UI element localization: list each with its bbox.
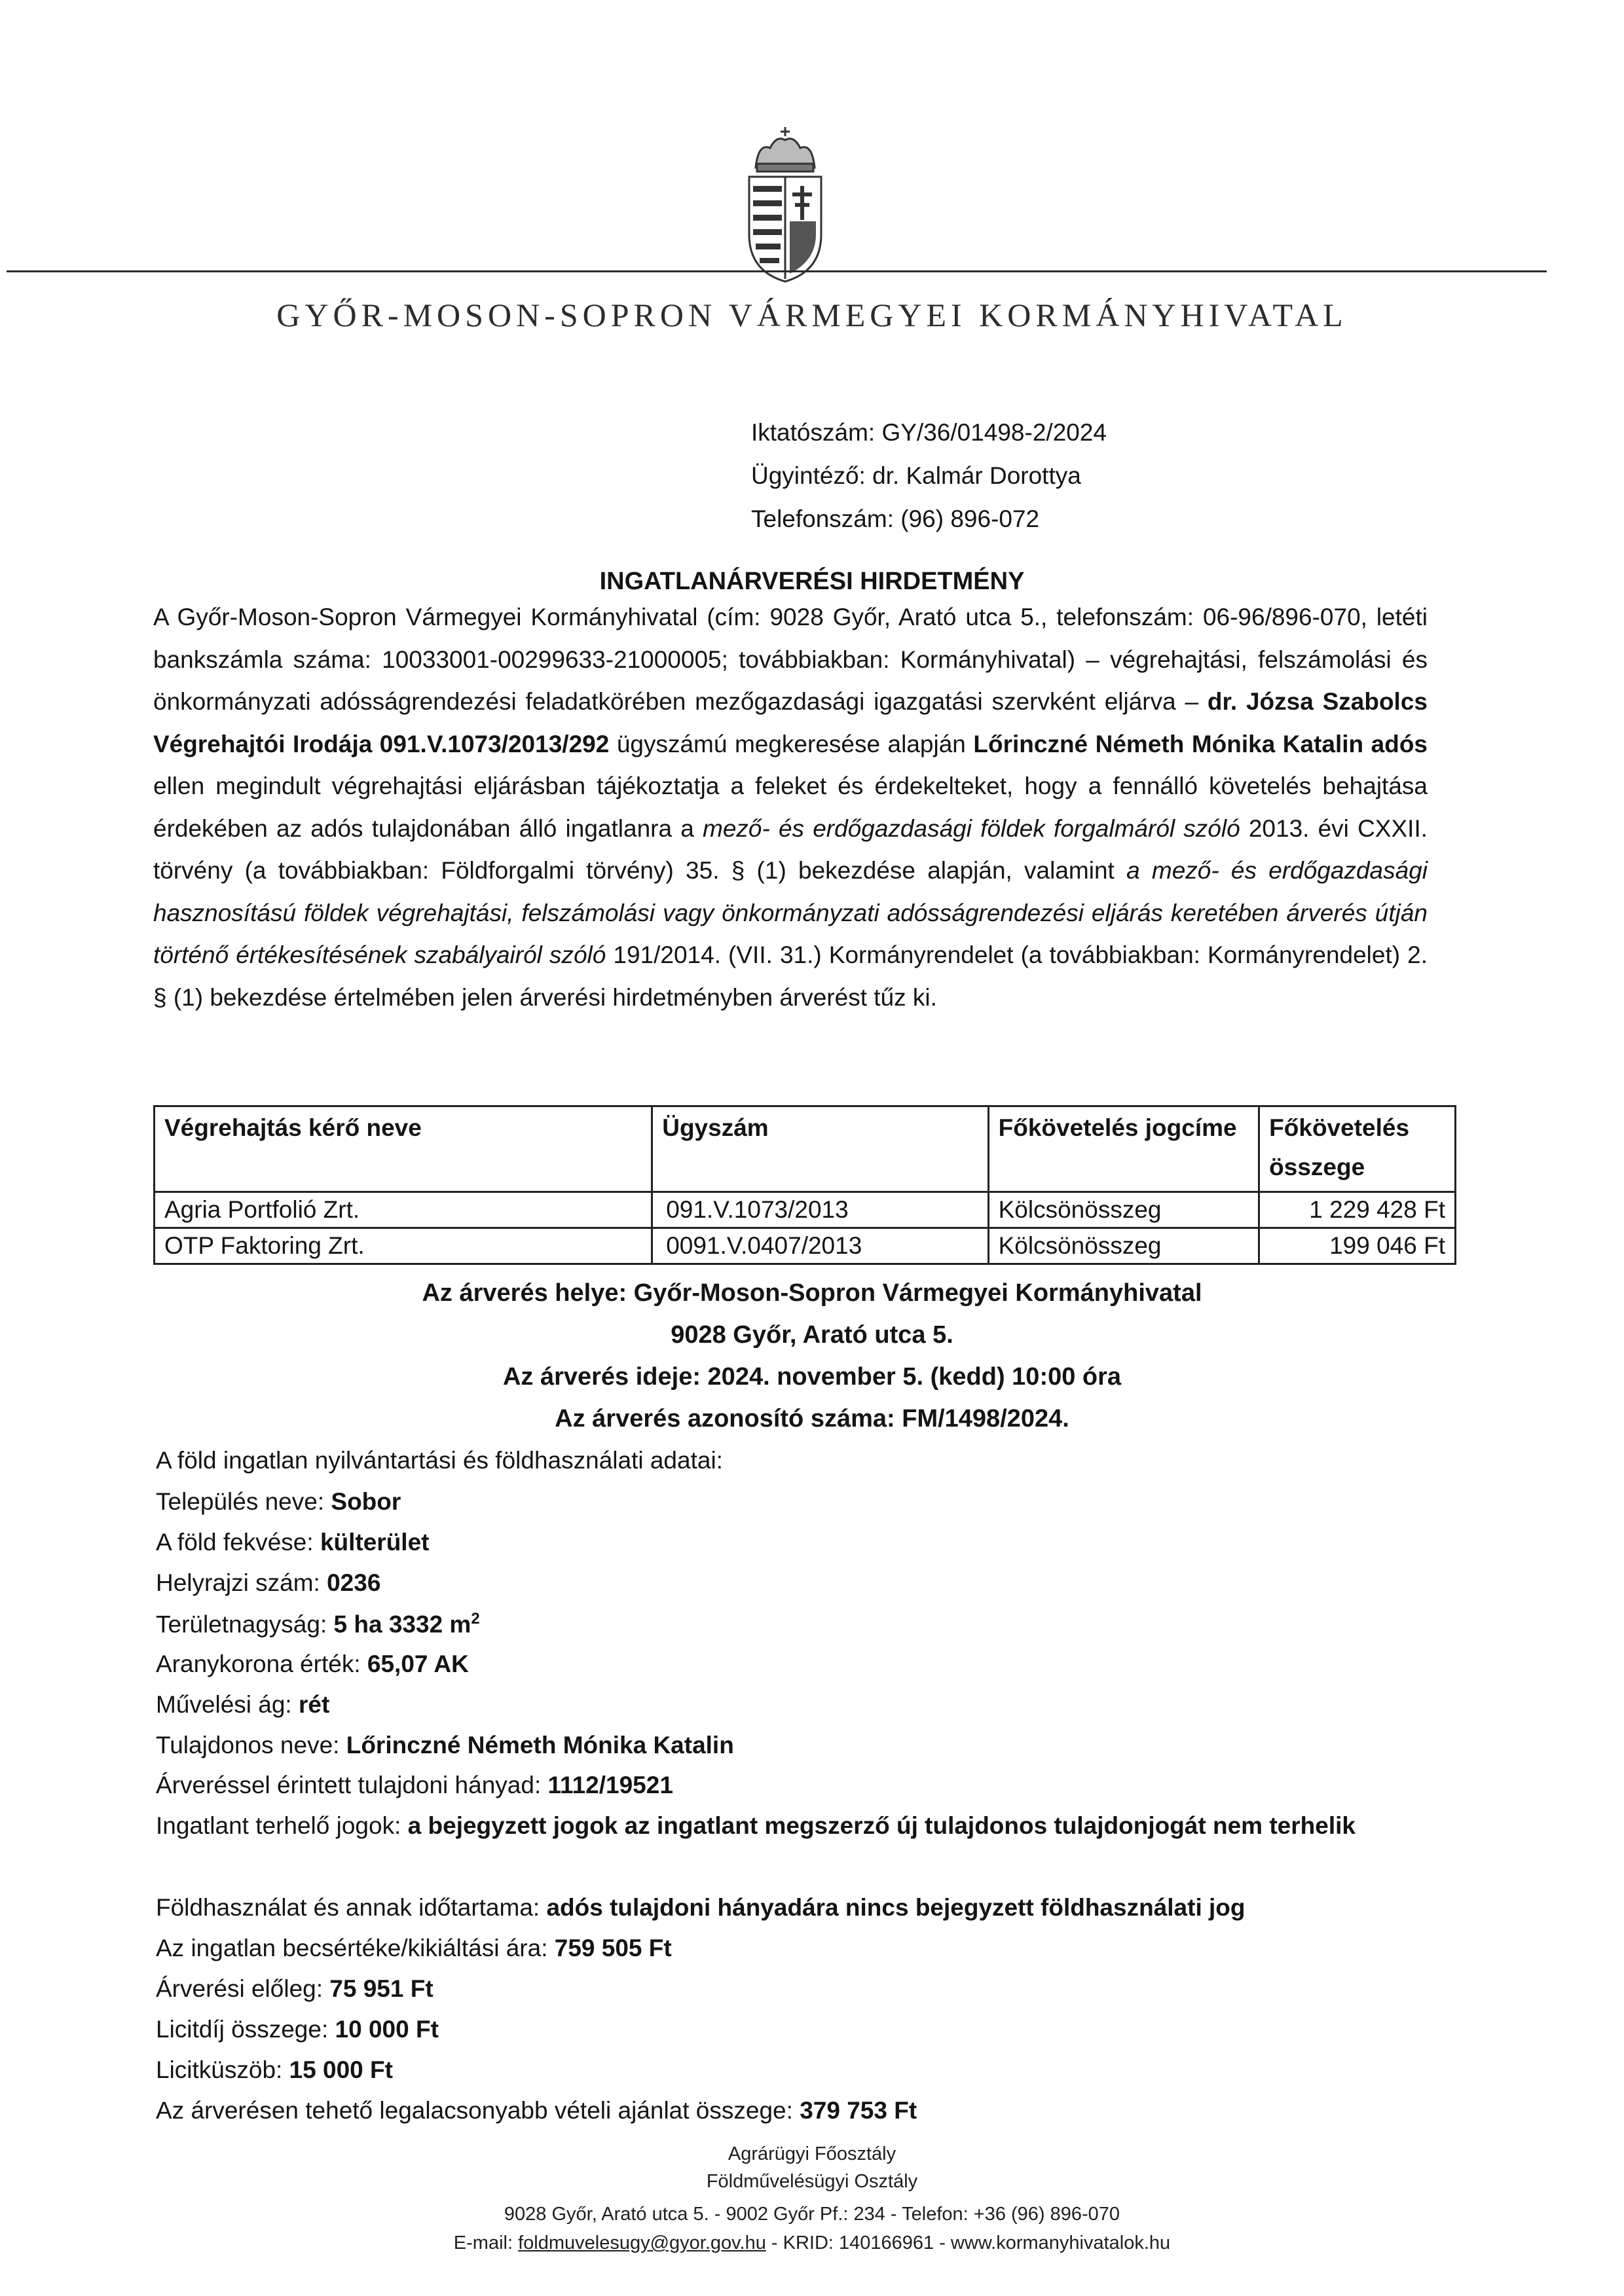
notice-body	[153, 596, 1428, 1019]
auction-date: Az árverés ideje: 2024. november 5. (kedd) 10:00 óra	[502, 1363, 1122, 1391]
header-rule	[7, 270, 1547, 272]
settlement-row	[156, 1489, 401, 1514]
auction-id: Az árverés azonosító száma: FM/1498/2024.	[555, 1405, 1069, 1432]
body-text-2: ügyszámú megkeresése alapján	[609, 730, 974, 757]
table-header-row	[155, 1106, 1456, 1192]
settlement-label: Település neve:	[156, 1488, 331, 1515]
plot-number-value: 0236	[327, 1569, 381, 1596]
owner-value: Lőrinczné Németh Mónika Katalin	[346, 1732, 734, 1758]
footer-unit: Földművelésügyi Osztály	[706, 2171, 918, 2192]
body-text-4: 2013. évi CXXII. törvény (a továbbiakban: Földforgalmi törvény) 35. § (1) bekezdése alapján, valamint	[153, 814, 1428, 884]
auction-address: 9028 Győr, Arató utca 5.	[671, 1321, 953, 1349]
plot-number-row	[156, 1571, 380, 1595]
ownership-share-value: 1112/19521	[547, 1772, 673, 1798]
deposit-value: 75 951 Ft	[329, 1975, 434, 2002]
claims-table	[153, 1105, 1456, 1265]
starting-price-label: Az ingatlan becsértéke/kikiáltási ára:	[156, 1935, 555, 1961]
owner-label: Tulajdonos neve:	[156, 1732, 346, 1758]
body-text-1: A Győr-Moson-Sopron Vármegyei Kormányhivatal (cím: 9028 Győr, Arató utca 5., telefonszám: 06-96/896-070, letéti bankszámla száma: 10033001-00299633-21000005; továbbiakban: Kormányhivatal) – végrehajtási, felszámolási és önkormányzati adósságrendezési feladatkörében mezőgazdasági igazgatási szervként eljárva –	[153, 604, 1428, 715]
column-header: Főkövetelés jogcíme	[988, 1106, 1259, 1192]
bid-step-row	[156, 2058, 393, 2082]
footer-address: 9028 Győr, Arató utca 5. - 9002 Győr Pf.: 234 - Telefon: +36 (96) 896-070	[504, 2204, 1120, 2225]
auction-place: Az árverés helye: Győr-Moson-Sopron Vármegyei Kormányhivatal	[422, 1279, 1202, 1307]
starting-price-row	[156, 1936, 672, 1960]
footer-contact	[0, 2234, 1624, 2253]
law-title-2: a mező- és erdőgazdasági hasznosítású földek végrehajtási, felszámolási vagy önkormányzati adósságrendezési eljárás keretében árverés útján történő értékesítésének szabályairól szóló	[153, 857, 1428, 968]
phone-number: Telefonszám: (96) 896-072	[751, 505, 1040, 532]
cultivation-label: Művelési ág:	[156, 1691, 299, 1718]
administrator: Ügyintéző: dr. Kalmár Dorottya	[751, 462, 1081, 489]
bid-fee-label: Licitdíj összege:	[156, 2016, 335, 2043]
organization-name: GYŐR-MOSON-SOPRON VÁRMEGYEI KORMÁNYHIVATAL	[276, 297, 1348, 333]
bid-step-label: Licitküszöb:	[156, 2056, 289, 2083]
footer-email-link[interactable]: foldmuvelesugy@gyor.gov.hu	[518, 2232, 766, 2253]
file-number: Iktatószám: GY/36/01498-2/2024	[751, 419, 1107, 446]
law-title-1: mező- és erdőgazdasági földek forgalmáról szóló	[703, 814, 1240, 842]
coat-of-arms-icon	[744, 123, 826, 284]
ownership-share-row	[156, 1773, 673, 1797]
minimum-offer-value: 379 753 Ft	[800, 2097, 917, 2124]
location-value: külterület	[320, 1529, 430, 1556]
land-use-value: adós tulajdoni hányadára nincs bejegyzett földhasználati jog	[546, 1894, 1246, 1921]
location-row	[156, 1530, 429, 1554]
footer-department: Agrárügyi Főosztály	[728, 2143, 896, 2164]
debtor-name: Lőrinczné Németh Mónika Katalin adós	[973, 730, 1428, 757]
area-row	[156, 1611, 480, 1636]
area-unit-exponent: 2	[471, 1610, 480, 1628]
land-use-label: Földhasználat és annak időtartama:	[156, 1894, 547, 1921]
land-use-row	[156, 1895, 1246, 1920]
document-title: INGATLANÁRVERÉSI HIRDETMÉNY	[599, 568, 1025, 595]
footer-contact-rest: - KRID: 140166961 - www.kormanyhivatalok.hu	[766, 2232, 1171, 2253]
minimum-offer-label: Az árverésen tehető legalacsonyabb vételi ajánlat összege:	[156, 2097, 800, 2124]
creditor-name: Agria Portfolió Zrt.	[155, 1192, 652, 1228]
plot-number-label: Helyrajzi szám:	[156, 1569, 327, 1596]
body-text-3: ellen megindult végrehajtási eljárásban tájékoztatja a feleket és érdekelteket, hogy a fennálló követelés behajtása érdekében az adós tulajdonában álló ingatlanra a	[153, 773, 1428, 842]
case-number: 091.V.1073/2013	[652, 1192, 988, 1228]
cultivation-row	[156, 1692, 329, 1717]
body-text-5: 191/2014. (VII. 31.) Kormányrendelet (a továbbiakban: Kormányrendelet) 2. § (1) bekezdése értelmében jelen árverési hirdetményben árverést tűz ki.	[153, 941, 1428, 1011]
encumbrances-value: a bejegyzett jogok az ingatlant megszerző új tulajdonos tulajdonjogát nem terhelik	[407, 1812, 1356, 1839]
gold-crown-value: 65,07 AK	[367, 1650, 469, 1677]
starting-price-value: 759 505 Ft	[554, 1935, 672, 1961]
area-value: 5 ha 3332 m	[333, 1611, 471, 1638]
owner-row	[156, 1733, 734, 1757]
settlement-value: Sobor	[331, 1488, 401, 1515]
cultivation-value: rét	[299, 1691, 330, 1718]
column-header: Végrehajtás kérő neve	[155, 1106, 652, 1192]
bid-fee-row	[156, 2017, 439, 2041]
ownership-share-label: Árveréssel érintett tulajdoni hányad:	[156, 1772, 548, 1798]
table-row	[155, 1228, 1456, 1264]
claim-type: Kölcsönösszeg	[988, 1192, 1259, 1228]
minimum-offer-row	[156, 2098, 917, 2123]
deposit-row	[156, 1977, 434, 2001]
claim-amount: 1 229 428 Ft	[1259, 1192, 1456, 1228]
gold-crown-row	[156, 1652, 469, 1676]
bid-fee-value: 10 000 Ft	[335, 2016, 439, 2043]
details-intro: A föld ingatlan nyilvántartási és földhasználati adatai:	[156, 1447, 723, 1474]
column-header: Ügyszám	[652, 1106, 988, 1192]
deposit-label: Árverési előleg:	[156, 1975, 330, 2002]
gold-crown-label: Aranykorona érték:	[156, 1650, 367, 1677]
location-label: A föld fekvése:	[156, 1529, 320, 1556]
table-row	[155, 1192, 1456, 1228]
footer-email-label: E-mail:	[453, 2232, 519, 2253]
case-number: 0091.V.0407/2013	[652, 1228, 988, 1264]
encumbrances-label: Ingatlant terhelő jogok:	[156, 1812, 408, 1839]
claim-amount: 199 046 Ft	[1259, 1228, 1456, 1264]
creditor-name: OTP Faktoring Zrt.	[155, 1228, 652, 1264]
area-label: Területnagyság:	[156, 1611, 334, 1638]
encumbrances-row	[156, 1806, 1439, 1846]
bailiff-office: dr. Józsa Szabolcs Végrehajtói Irodája 091.V.1073/2013/292	[153, 688, 1428, 757]
claim-type: Kölcsönösszeg	[988, 1228, 1259, 1264]
bid-step-value: 15 000 Ft	[289, 2056, 393, 2083]
column-header: Főkövetelés összege	[1259, 1106, 1456, 1192]
